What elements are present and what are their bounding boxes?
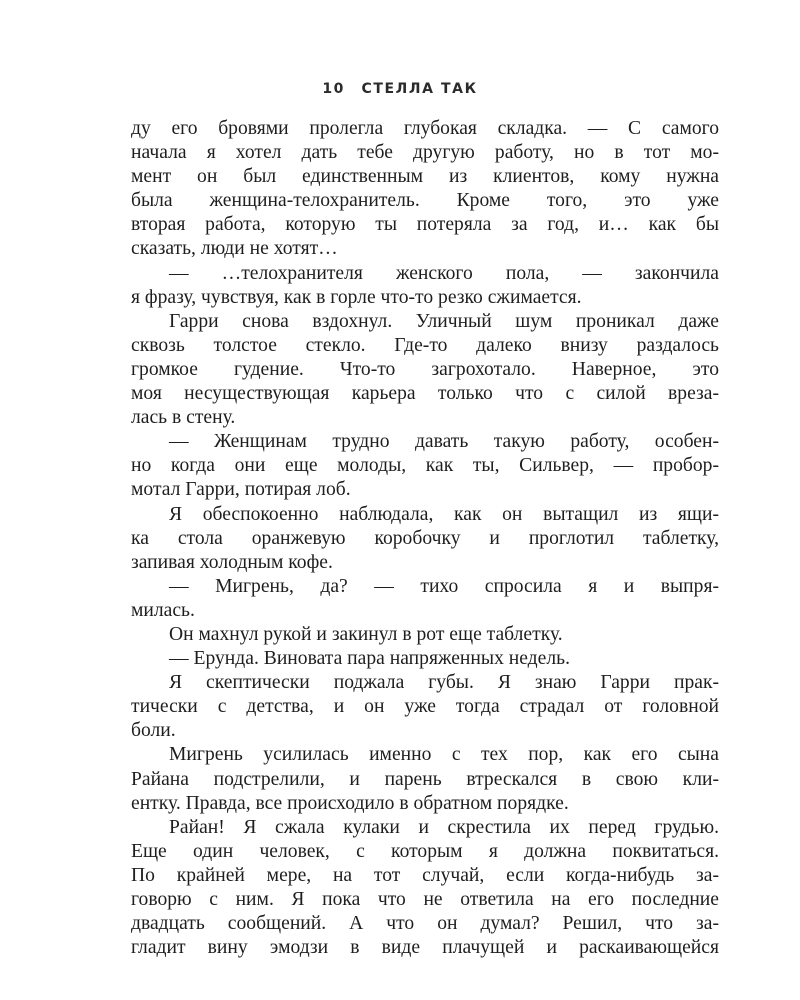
text-line: была женщина-телохранитель. Кроме того, это уже (131, 190, 719, 212)
text-line: запивая холодным кофе. (131, 551, 333, 573)
text-line: — Мигрень, да? — тихо спросила я и выпря- (169, 575, 719, 597)
text-line: говорю с ним. Я пока что не ответила на его последние (131, 889, 719, 910)
text-line: Мигрень усилилась именно с тех пор, как его сына (169, 744, 719, 766)
text-line: милась. (131, 599, 195, 621)
text-line: мент он был единственным из клиентов, кому нужна (131, 166, 719, 188)
text-line: мотал Гарри, потирая лоб. (131, 479, 351, 501)
text-line: ду его бровями пролегла глубокая складка. — С самого (131, 118, 719, 139)
text-line: начала я хотел дать тебе другую работу, но в тот мо- (131, 142, 719, 164)
text-line: Он махнул рукой и закинул в рот еще таблетку. (169, 623, 563, 645)
text-line: но когда они еще молоды, как ты, Сильвер, — пробор- (131, 455, 719, 477)
page-number: 10 (322, 81, 345, 97)
text-line: — Женщинам трудно давать такую работу, особен- (169, 431, 719, 453)
text-line: громкое гудение. Что-то загрохотало. Наверное, это (131, 358, 719, 380)
text-line: Гарри снова вздохнул. Уличный шум проникал даже (169, 310, 719, 332)
running-title: СТЕЛЛА ТАК (361, 81, 478, 97)
text-line: По крайней мере, на тот случай, если когда-нибудь за- (131, 864, 719, 886)
text-line: я фразу, чувствуя, как в горле что-то резко сжимается. (131, 286, 582, 308)
text-line: гладит вину эмодзи в виде плачущей и раскаивающейся (131, 937, 719, 959)
text-line: Райана подстрелили, и парень втрескался в свою кли- (131, 768, 719, 790)
text-line: ентку. Правда, все происходило в обратном порядке. (131, 792, 569, 814)
text-line: двадцать сообщений. А что он думал? Решил, что за- (131, 913, 719, 935)
text-line: моя несуществующая карьера только что с силой вреза- (131, 383, 719, 405)
text-line: лась в стену. (131, 407, 236, 429)
text-line: ка стола оранжевую коробочку и проглотил таблетку, (131, 527, 719, 549)
text-line: Я скептически поджала губы. Я знаю Гарри прак- (169, 672, 719, 694)
running-header (0, 81, 800, 97)
text-line: Еще один человек, с которым я должна поквитаться. (131, 840, 719, 862)
text-line: — Ерунда. Виновата пара напряженных недель. (169, 648, 570, 670)
text-line: Я обеспокоенно наблюдала, как он вытащил из ящи- (169, 503, 719, 525)
text-line: Райан! Я сжала кулаки и скрестила их перед грудью. (169, 816, 719, 838)
text-line: тически с детства, и он уже тогда страдал от головной (131, 696, 719, 718)
text-line: сквозь толстое стекло. Где-то далеко внизу раздалось (131, 334, 719, 356)
text-line: боли. (131, 720, 176, 742)
body-text (131, 117, 719, 960)
text-line: сказать, люди не хотят… (131, 238, 338, 260)
text-line: — …телохранителя женского пола, — закончила (169, 262, 719, 284)
text-line: вторая работа, которую ты потеряла за год, и… как бы (131, 214, 719, 236)
